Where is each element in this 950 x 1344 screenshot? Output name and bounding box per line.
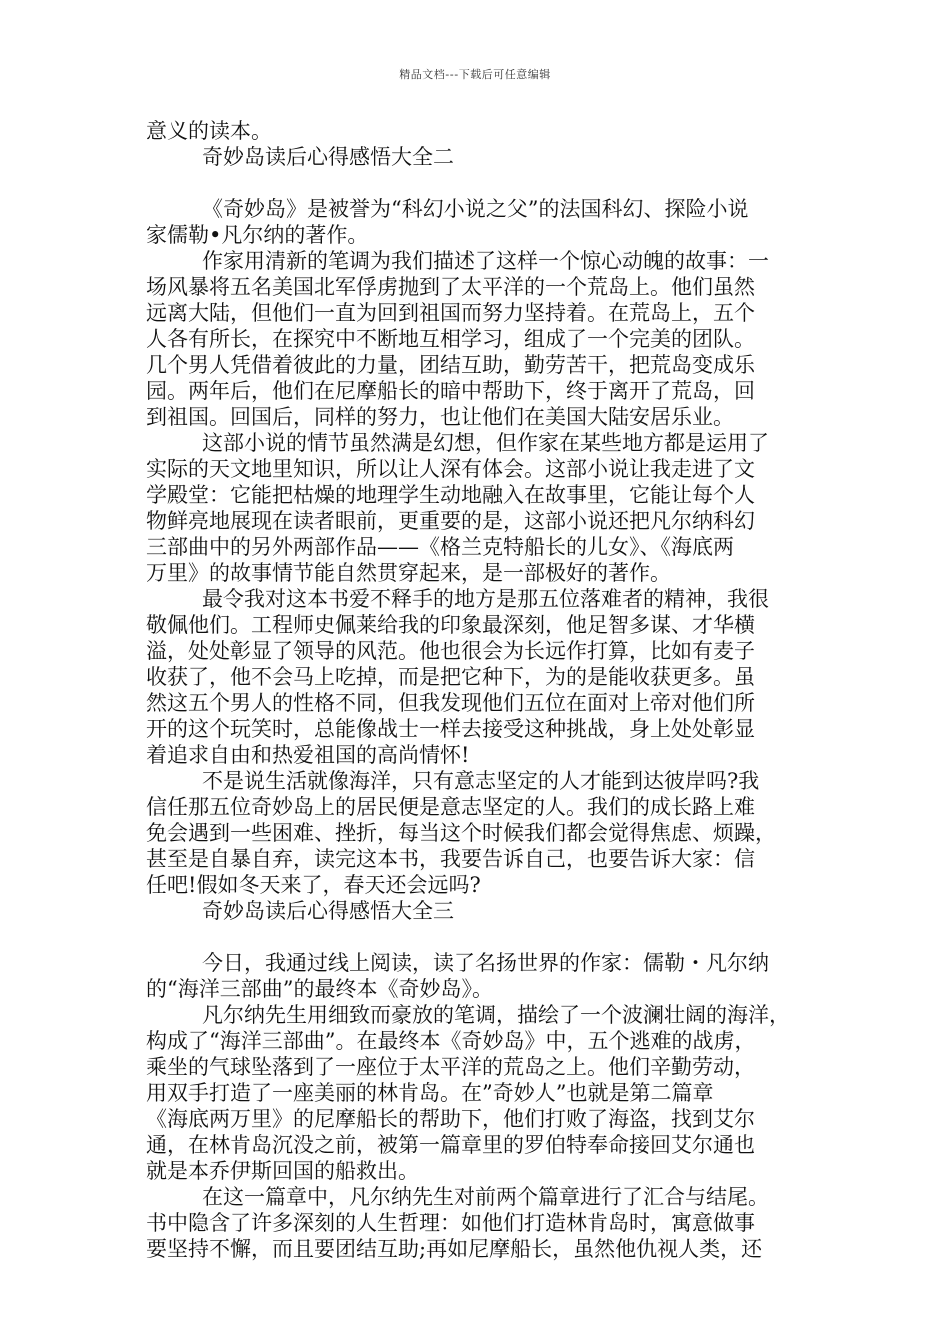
text-line: 在这一篇章中，凡尔纳先生对前两个篇章进行了汇合与结尾。 bbox=[202, 1185, 769, 1209]
document-body bbox=[146, 118, 814, 1262]
text-line: 免会遇到一些困难、挫折，每当这个时候我们都会觉得焦虑、烦躁， bbox=[146, 821, 776, 845]
text-line: 学殿堂：它能把枯燥的地理学生动地融入在故事里，它能让每个人 bbox=[146, 483, 755, 507]
text-line: 乘坐的气球坠落到了一座位于太平洋的荒岛之上。他们辛勤劳动， bbox=[146, 1055, 755, 1079]
text-line: 的“海洋三部曲”的最终本《奇妙岛》。 bbox=[146, 977, 493, 1001]
text-line: 到祖国。回国后，同样的努力，也让他们在美国大陆安居乐业。 bbox=[146, 405, 734, 429]
text-line: 实际的天文地里知识，所以让人深有体会。这部小说让我走进了文 bbox=[146, 457, 755, 481]
text-line: 就是本乔伊斯回国的船救出。 bbox=[146, 1159, 419, 1183]
text-line: 着追求自由和热爱祖国的高尚情怀! bbox=[146, 743, 470, 767]
text-line: 《海底两万里》的尼摩船长的帮助下，他们打败了海盗，找到艾尔 bbox=[146, 1107, 755, 1131]
text-line: 不是说生活就像海洋，只有意志坚定的人才能到达彼岸吗?我 bbox=[202, 769, 760, 793]
text-line: 用双手打造了一座美丽的林肯岛。在”奇妙人”也就是第二篇章 bbox=[146, 1081, 714, 1105]
text-line: 园。两年后，他们在尼摩船长的暗中帮助下，终于离开了荒岛，回 bbox=[146, 379, 755, 403]
text-line: 开的这个玩笑时，总能像战士一样去接受这种挑战，身上处处彰显 bbox=[146, 717, 755, 741]
text-line: 远离大陆，但他们一直为回到祖国而努力坚持着。在荒岛上，五个 bbox=[146, 301, 755, 325]
text-line: 奇妙岛读后心得感悟大全二 bbox=[202, 145, 454, 169]
text-line: 今日，我通过线上阅读，读了名扬世界的作家：儒勒・凡尔纳 bbox=[202, 951, 769, 975]
text-line: 通，在林肯岛沉没之前，被第一篇章里的罗伯特奉命接回艾尔通也 bbox=[146, 1133, 755, 1157]
text-line: 人各有所长，在探究中不断地互相学习，组成了一个完美的团队。 bbox=[146, 327, 755, 351]
text-line: 场风暴将五名美国北军俘虏抛到了太平洋的一个荒岛上。他们虽然 bbox=[146, 275, 755, 299]
page-header: 精品文档---下载后可任意编辑 bbox=[399, 68, 551, 81]
text-line: 奇妙岛读后心得感悟大全三 bbox=[202, 899, 454, 923]
text-line: 这部小说的情节虽然满是幻想，但作家在某些地方都是运用了 bbox=[202, 431, 769, 455]
text-line: 溢，处处彰显了领导的风范。他也很会为长远作打算，比如有麦子 bbox=[146, 639, 755, 663]
text-line: 书中隐含了许多深刻的人生哲理：如他们打造林肯岛时，寓意做事 bbox=[146, 1211, 755, 1235]
text-line: 《奇妙岛》是被誉为“科幻小说之父”的法国科幻、探险小说 bbox=[202, 197, 749, 221]
text-line: 任吧!假如冬天来了，春天还会远吗? bbox=[146, 873, 481, 897]
text-line: 家儒勒•凡尔纳的著作。 bbox=[146, 223, 369, 247]
text-line: 构成了“海洋三部曲”。在最终本《奇妙岛》中，五个逃难的战虏， bbox=[146, 1029, 756, 1053]
text-line: 收获了，他不会马上吃掉，而是把它种下，为的是能收获更多。虽 bbox=[146, 665, 755, 689]
text-line: 物鲜亮地展现在读者眼前，更重要的是，这部小说还把凡尔纳科幻 bbox=[146, 509, 755, 533]
text-line: 甚至是自暴自弃，读完这本书，我要告诉自己，也要告诉大家：信 bbox=[146, 847, 755, 871]
text-line: 最令我对这本书爱不释手的地方是那五位落难者的精神，我很 bbox=[202, 587, 769, 611]
text-line: 然这五个男人的性格不同，但我发现他们五位在面对上帝对他们所 bbox=[146, 691, 755, 715]
text-line: 三部曲中的另外两部作品——《格兰克特船长的儿女》、《海底两 bbox=[146, 535, 734, 559]
blank-line bbox=[146, 924, 814, 950]
blank-line bbox=[146, 170, 814, 196]
text-line: 敬佩他们。工程师史佩莱给我的印象最深刻，他足智多谋、才华横 bbox=[146, 613, 755, 637]
text-line: 意义的读本。 bbox=[146, 119, 272, 143]
text-line: 信任那五位奇妙岛上的居民便是意志坚定的人。我们的成长路上难 bbox=[146, 795, 755, 819]
text-line: 作家用清新的笔调为我们描述了这样一个惊心动魄的故事：一 bbox=[202, 249, 769, 273]
text-line: 万里》的故事情节能自然贯穿起来，是一部极好的著作。 bbox=[146, 561, 671, 585]
text-line: 几个男人凭借着彼此的力量，团结互助，勤劳苦干，把荒岛变成乐 bbox=[146, 353, 755, 377]
text-line: 凡尔纳先生用细致而豪放的笔调，描绘了一个波澜壮阔的海洋， bbox=[202, 1003, 790, 1027]
text-line: 要坚持不懈，而且要团结互助;再如尼摩船长，虽然他仇视人类，还 bbox=[146, 1237, 763, 1261]
